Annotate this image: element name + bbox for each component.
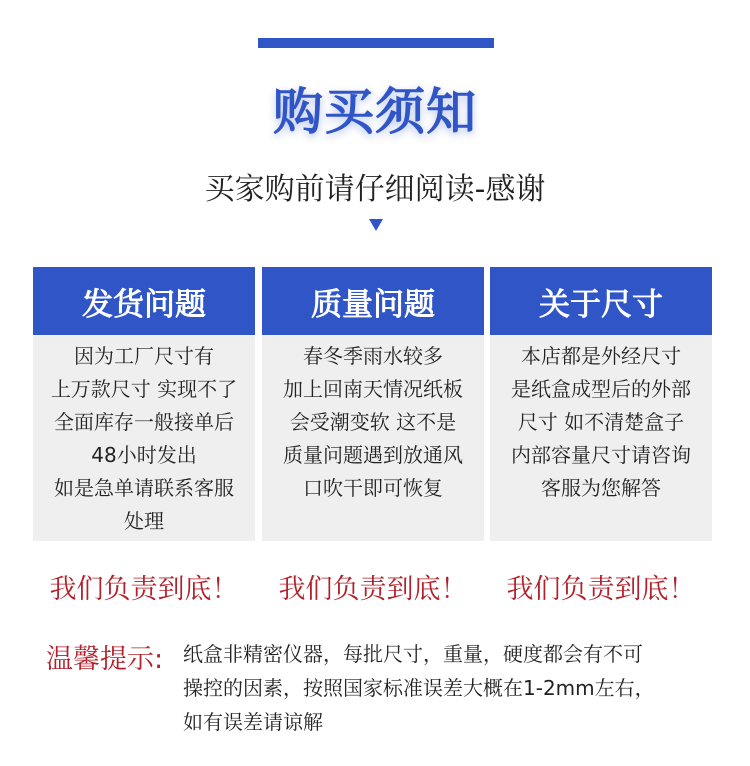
tip-line: 操控的因素，按照国家标准误差大概在1-2mm左右， <box>183 676 655 700</box>
tip-label: 温馨提示: <box>46 644 164 675</box>
card-body <box>33 335 255 538</box>
card-line: 是纸盒成型后的外部 <box>511 377 691 401</box>
card-line: 如是急单请联系客服 <box>54 476 234 500</box>
card-line: 会受潮变软 这不是 <box>289 410 457 434</box>
card-body <box>490 335 712 505</box>
card-title: 质量问题 <box>262 267 484 335</box>
slogan-shipping: 我们负责到底！ <box>49 574 239 605</box>
card-line: 加上回南天情况纸板 <box>283 377 463 401</box>
card-line: 上万款尺寸 实现不了 <box>50 377 238 401</box>
card-quality <box>262 267 484 541</box>
tip-text <box>183 637 723 739</box>
tip-line: 如有误差请谅解 <box>183 710 323 734</box>
page-subtitle: 买家购前请仔细阅读-感谢 <box>204 172 546 207</box>
card-line: 春冬季雨水较多 <box>303 344 443 368</box>
card-line: 客服为您解答 <box>541 476 661 500</box>
card-body <box>262 335 484 505</box>
card-line: 48小时发出 <box>91 443 197 467</box>
card-line: 全面库存一般接单后 <box>54 410 234 434</box>
tip-line: 纸盒非精密仪器，每批尺寸，重量，硬度都会有不可 <box>183 642 643 666</box>
page-title: 购买须知 <box>273 83 477 141</box>
card-line: 处理 <box>124 509 164 533</box>
card-line: 尺寸 如不清楚盒子 <box>517 410 685 434</box>
card-line: 口吹干即可恢复 <box>303 476 443 500</box>
card-shipping <box>33 267 255 541</box>
card-title: 发货问题 <box>33 267 255 335</box>
card-title: 关于尺寸 <box>490 267 712 335</box>
top-accent-bar <box>258 38 494 48</box>
card-line: 内部容量尺寸请咨询 <box>511 443 691 467</box>
slogan-quality: 我们负责到底！ <box>278 574 468 605</box>
slogan-size: 我们负责到底！ <box>506 574 696 605</box>
card-size <box>490 267 712 541</box>
card-line: 质量问题遇到放通风 <box>283 443 463 467</box>
card-line: 因为工厂尺寸有 <box>74 344 214 368</box>
card-line: 本店都是外经尺寸 <box>521 344 681 368</box>
triangle-down-icon <box>369 219 383 231</box>
